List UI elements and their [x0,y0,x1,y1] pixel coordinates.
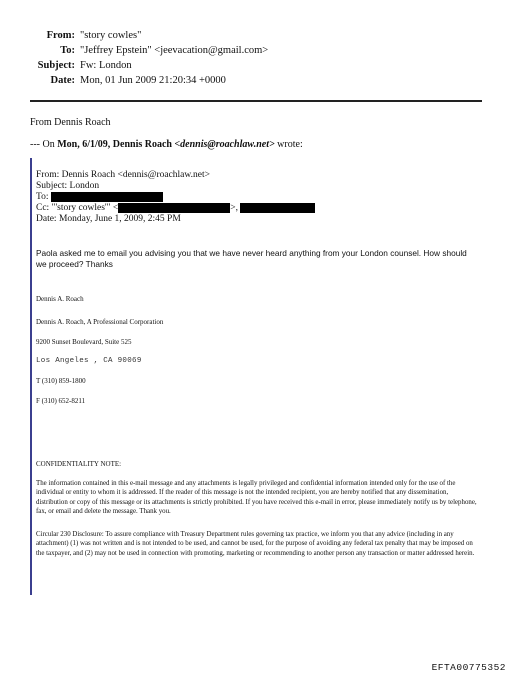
to-label: To: [60,45,75,56]
quoted-date: Date: Monday, June 1, 2009, 2:45 PM [36,214,181,224]
from-value: "story cowles" [80,30,142,41]
date-value: Mon, 01 Jun 2009 21:20:34 +0000 [80,75,226,86]
signature-phone: T (310) 859-1800 [36,377,86,385]
message-body: Paola asked me to email you advising you that we have never heard anything from your London counsel. How should we proceed? Thanks [36,248,467,269]
quoted-to-label: To: [36,192,49,203]
confidentiality-text: The information contained in this e-mail message and any attachments is legally privileged and confidential information intended only for the use of the individual or entity to whom it is addressed. If the reader of this message is not the intended recipient, you are hereby notified that any dissemination, distribution or copy of this message or its attachments is strictly prohibited. If you have received this e-mail in error, please immediately notify us by telephone, fax, or email and delete the message. Thank you. [36,480,477,515]
to-value: "Jeffrey Epstein" <jeevacation@gmail.com> [80,45,269,56]
intro-line: From Dennis Roach [30,117,111,128]
from-label: From: [46,30,75,41]
quoted-to [36,192,163,203]
wrote-email: <dennis@roachlaw.net> [174,139,275,150]
redaction-box [118,203,230,213]
redaction-box [51,192,163,202]
signature-name: Dennis A. Roach [36,295,84,303]
quoted-from: From: Dennis Roach <dennis@roachlaw.net> [36,170,210,180]
wrote-name: Dennis Roach [110,139,175,150]
confidentiality-heading: CONFIDENTIALITY NOTE: [36,460,122,468]
wrote-line [30,138,303,151]
wrote-suffix: wrote: [274,139,303,150]
header-divider [30,100,482,102]
signature-fax: F (310) 652-8211 [36,397,86,405]
quoted-cc-label: Cc: "'story cowles'" < [36,203,119,214]
quoted-cc [36,203,315,214]
redaction-box [240,203,315,213]
signature-city: Los Angeles , CA 90069 [36,357,142,365]
wrote-date: Mon, 6/1/09, [57,139,111,150]
signature-address: 9200 Sunset Boulevard, Suite 525 [36,338,132,346]
quoted-subject: Subject: London [36,181,100,191]
date-label: Date: [50,75,75,86]
quoted-cc-sep: >, [230,203,238,214]
subject-value: Fw: London [80,60,132,71]
subject-label: Subject: [37,60,75,71]
document-id: EFTA00775352 [431,662,506,673]
signature-firm: Dennis A. Roach, A Professional Corporation [36,318,164,326]
circular-230-text: Circular 230 Disclosure: To assure compliance with Treasury Department rules governing tax practice, we inform you that any advice (including in any attachment) (1) was not written and is not intended to be used, and cannot be used, for the purpose of avoiding any federal tax penalty that may be imposed on the taxpayer, and (2) may not be used in connection with promoting, marketing or recommending to another person any transaction or matter addressed herein. [36,531,475,557]
wrote-prefix: --- On [30,139,58,150]
email-header [0,28,512,88]
quote-bar [30,158,32,595]
